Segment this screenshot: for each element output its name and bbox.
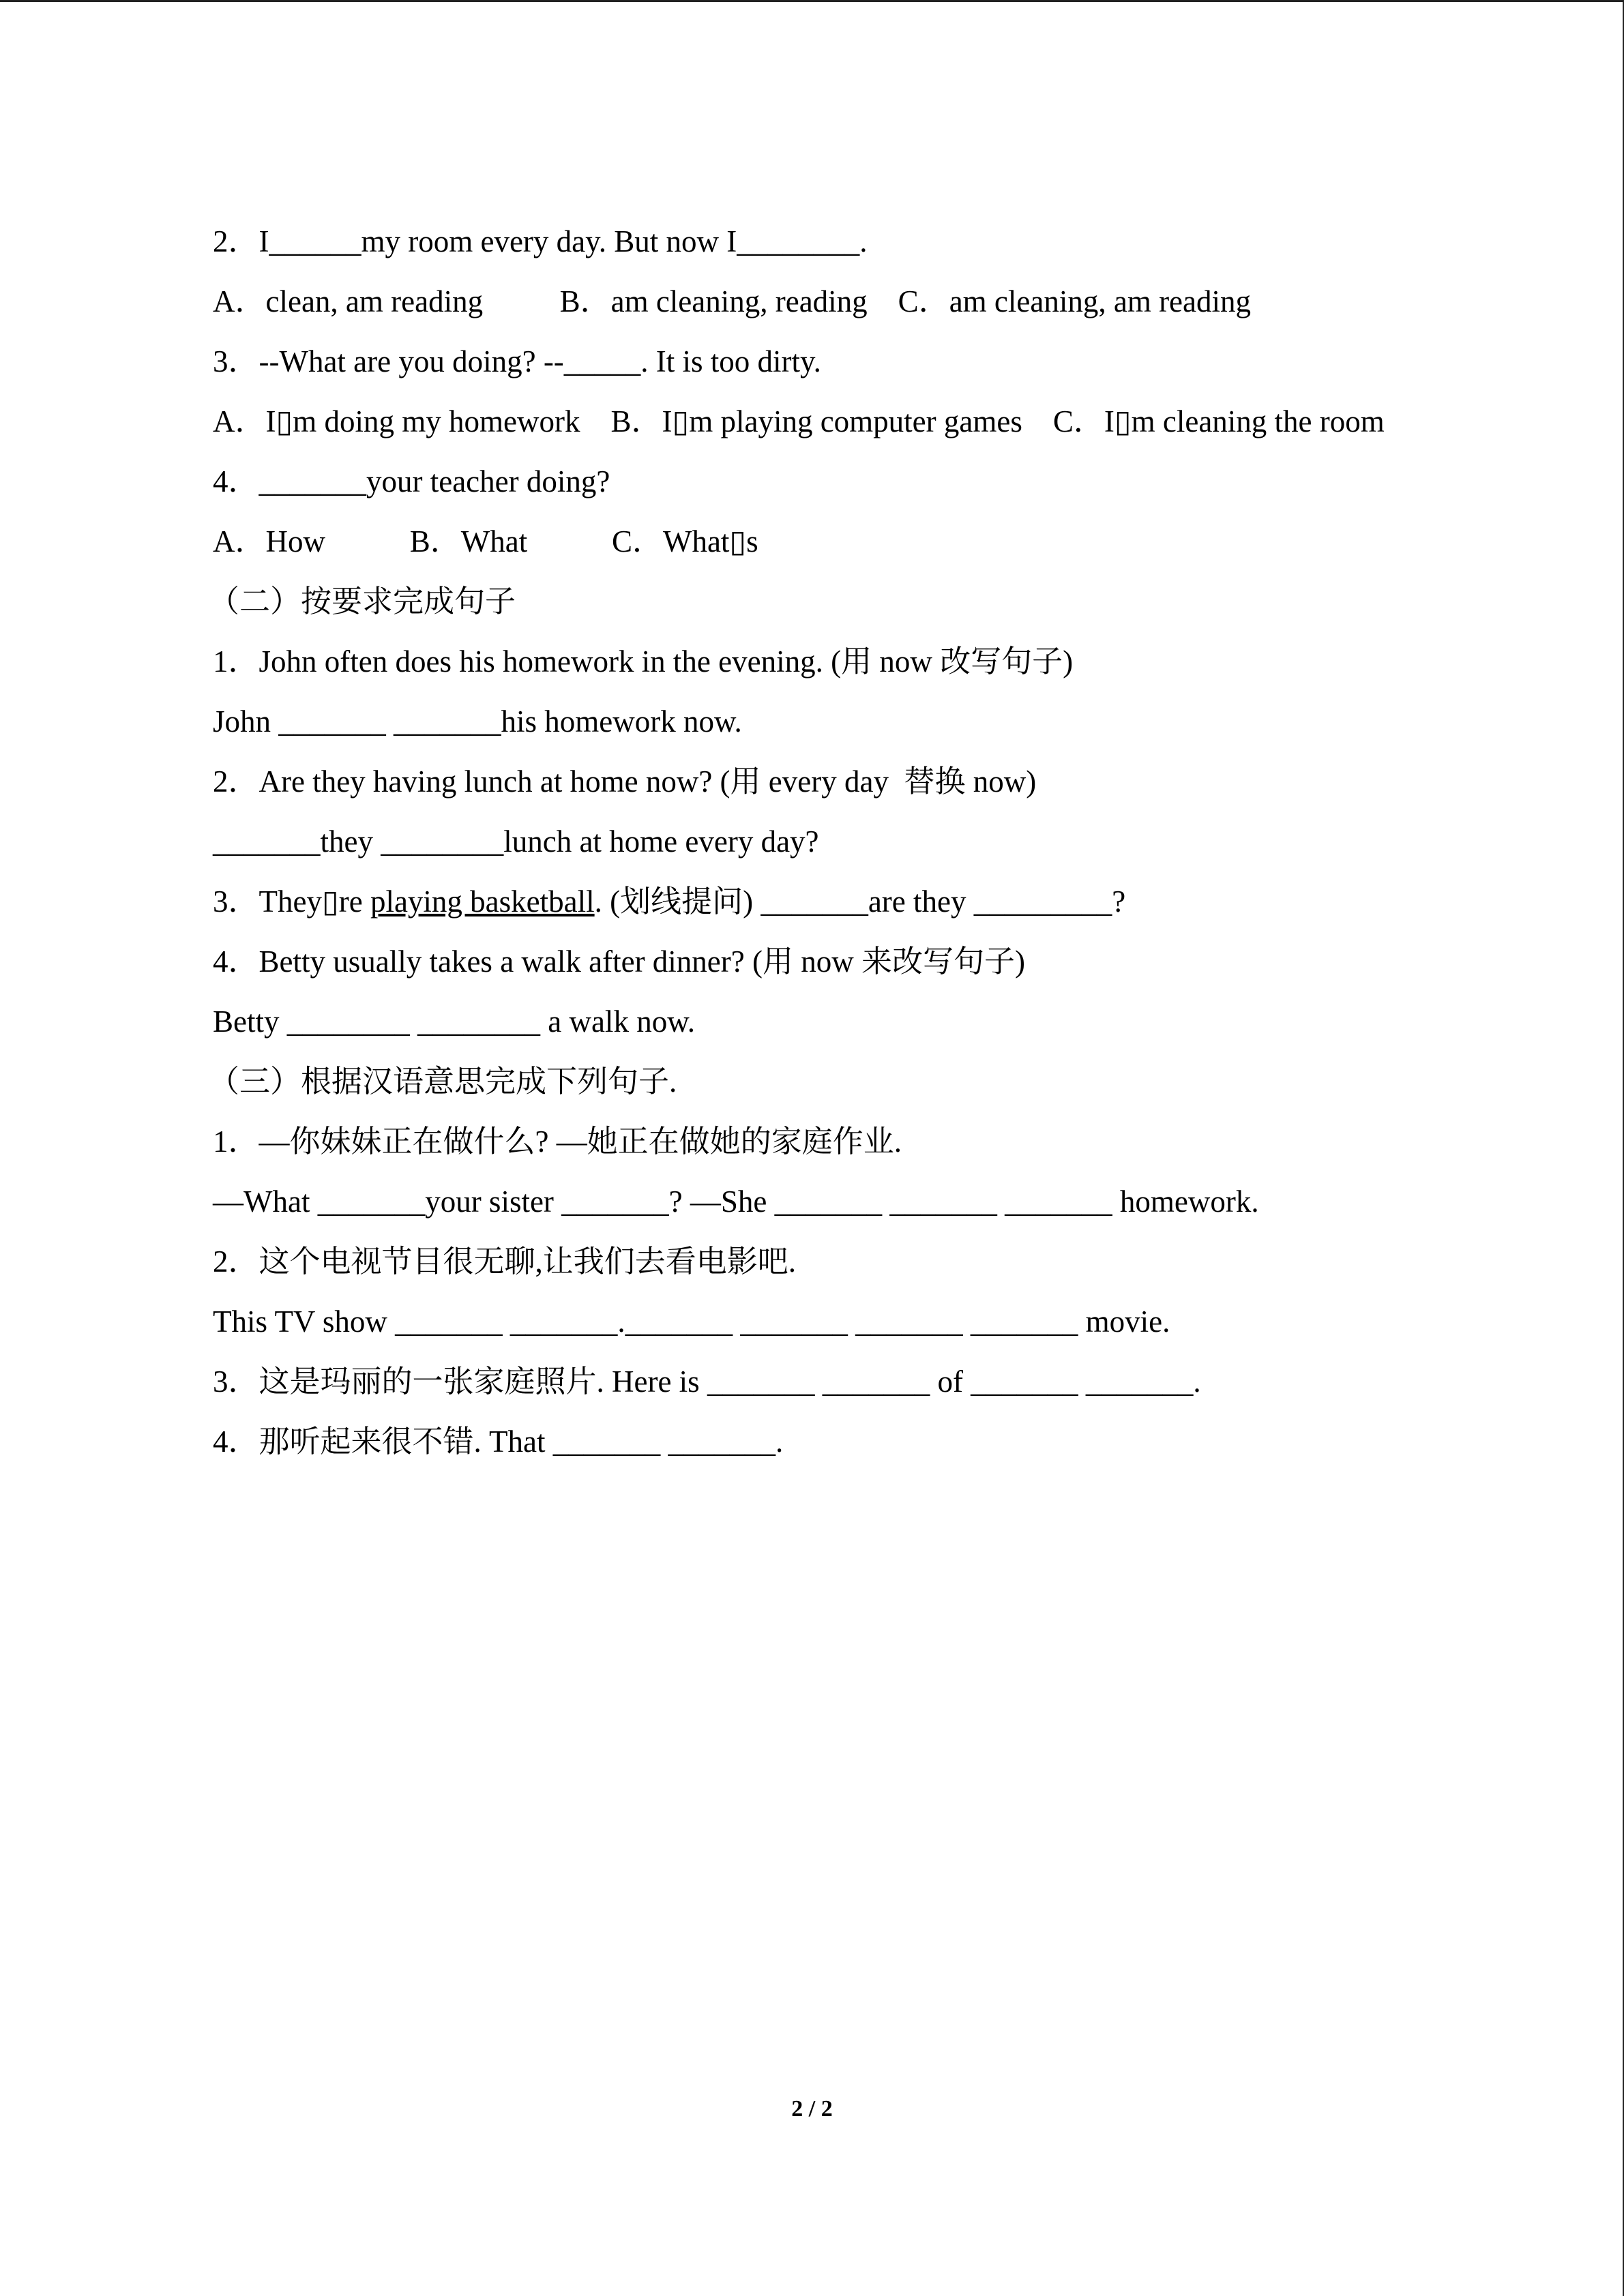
- mc-options-2: A．clean, am reading B．am cleaning, reading C．am cleaning, am reading: [213, 284, 1252, 318]
- worksheet-content: [209, 211, 1509, 1472]
- mc-question-4: 4．_______your teacher doing?: [213, 464, 610, 498]
- q3-suffix: . (划线提问) _______are they _________?: [594, 884, 1126, 919]
- section-3-question-3: 3．这是玛丽的一张家庭照片. Here is _______ _______ of _______ _______.: [213, 1365, 1201, 1399]
- mc-options-4: A．How B．What C．What▯s: [213, 524, 758, 558]
- q3-prefix: 3．They▯re: [213, 884, 370, 919]
- section-3-question-2: 2．这个电视节目很无聊,让我们去看电影吧.: [213, 1244, 797, 1279]
- mc-question-2: 2．I______my room every day. But now I________.: [213, 224, 868, 258]
- section-3-heading: （三）根据汉语意思完成下列句子.: [209, 1064, 677, 1099]
- section-3-answer-1: —What _______your sister _______? —She _______ _______ _______ homework.: [213, 1184, 1259, 1219]
- section-2-answer-1: John _______ _______his homework now.: [213, 704, 742, 739]
- section-2-answer-4: Betty ________ ________ a walk now.: [213, 1004, 696, 1039]
- section-2-question-1: 1．John often does his homework in the evening. (用 now 改写句子): [213, 644, 1074, 679]
- section-2-question-2: 2．Are they having lunch at home now? (用 every day 替换 now): [213, 764, 1037, 799]
- section-2-question-3: [213, 871, 1509, 931]
- section-3-question-1: 1．—你妹妹正在做什么? —她正在做她的家庭作业.: [213, 1124, 902, 1159]
- mc-question-3: 3．--What are you doing? --_____. It is too dirty.: [213, 344, 821, 378]
- section-2-question-4: 4．Betty usually takes a walk after dinner? (用 now 来改写句子): [213, 944, 1025, 979]
- page-number: 2 / 2: [791, 2096, 833, 2121]
- section-3-answer-2: This TV show _______ _______._______ _______ _______ _______ movie.: [213, 1304, 1170, 1339]
- mc-options-3: A．I▯m doing my homework B．I▯m playing computer games C．I▯m cleaning the room: [213, 404, 1385, 438]
- section-2-heading: （二）按要求完成句子: [209, 584, 516, 618]
- q3-underlined-phrase: playing basketball: [370, 884, 595, 919]
- section-2-answer-2: _______they ________lunch at home every day?: [213, 824, 819, 859]
- section-3-question-4: 4．那听起来很不错. That _______ _______.: [213, 1425, 784, 1459]
